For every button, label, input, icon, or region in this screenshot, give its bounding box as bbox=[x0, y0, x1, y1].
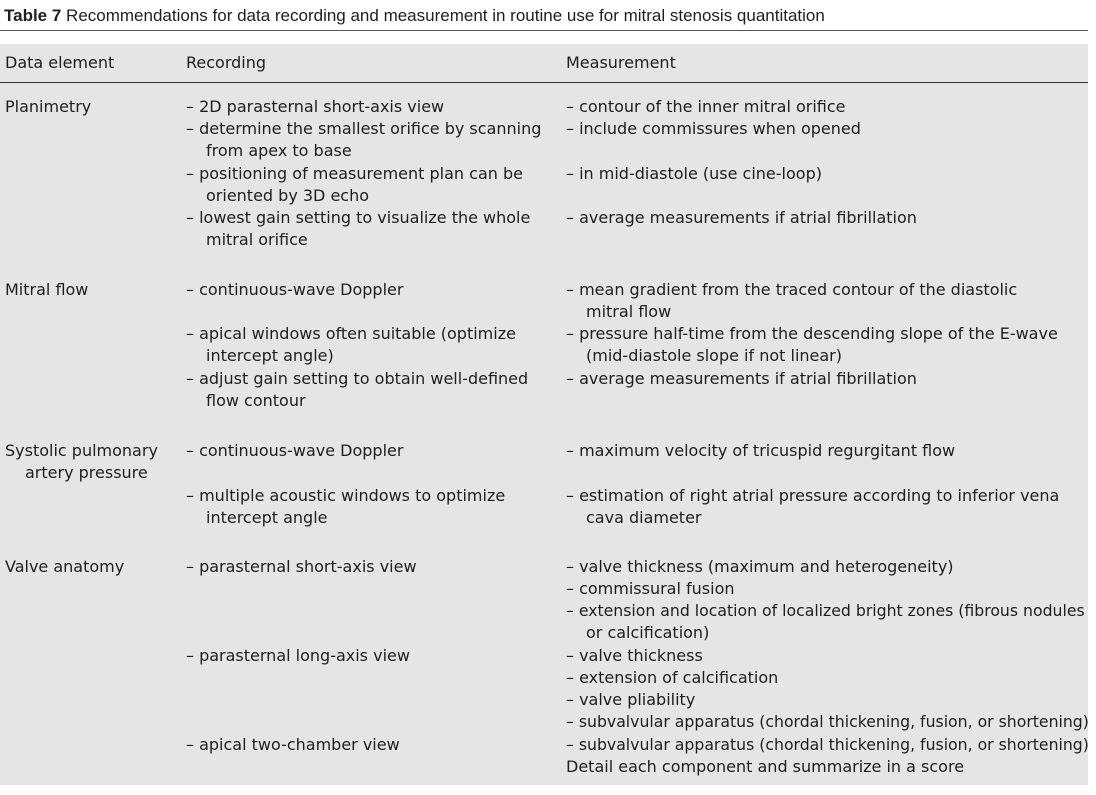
header-data-element: Data element bbox=[5, 53, 115, 72]
planimetry-measurement-3: – in mid-diastole (use cine-loop) bbox=[566, 164, 822, 183]
planimetry-measurement-1: – contour of the inner mitral orifice bbox=[566, 97, 846, 116]
mitral-flow-measurement-2-cont: (mid-diastole slope if not linear) bbox=[586, 346, 842, 365]
mitral-flow-measurement-1-cont: mitral flow bbox=[586, 302, 672, 321]
valve-anatomy-recording-3: – apical two-chamber view bbox=[186, 735, 400, 754]
valve-anatomy-measurement-5: – extension of calcification bbox=[566, 668, 779, 687]
table-body-background bbox=[0, 44, 1088, 785]
table-label: Table 7 bbox=[4, 6, 62, 25]
table-footnote: Detail each component and summarize in a score bbox=[566, 757, 965, 776]
planimetry-recording-3: – positioning of measurement plan can be bbox=[186, 164, 523, 183]
mitral-flow-recording-3: – adjust gain setting to obtain well-defined bbox=[186, 369, 529, 388]
valve-anatomy-measurement-7: – subvalvular apparatus (chordal thickening, fusion, or shortening) bbox=[566, 712, 1089, 731]
valve-anatomy-measurement-4: – valve thickness bbox=[566, 646, 703, 665]
top-rule bbox=[0, 30, 1088, 31]
planimetry-measurement-4: – average measurements if atrial fibrillation bbox=[566, 208, 917, 227]
planimetry-measurement-2: – include commissures when opened bbox=[566, 119, 861, 138]
spap-recording-2-cont: intercept angle bbox=[206, 508, 328, 527]
planimetry-recording-4-cont: mitral orifice bbox=[206, 230, 308, 249]
row-planimetry-element: Planimetry bbox=[5, 97, 92, 116]
header-recording: Recording bbox=[186, 53, 267, 72]
mitral-flow-recording-1: – continuous-wave Doppler bbox=[186, 280, 404, 299]
valve-anatomy-recording-2: – parasternal long-axis view bbox=[186, 646, 410, 665]
spap-measurement-2-cont: cava diameter bbox=[586, 508, 702, 527]
mitral-flow-measurement-3: – average measurements if atrial fibrillation bbox=[566, 369, 917, 388]
valve-anatomy-measurement-8: – subvalvular apparatus (chordal thickening, fusion, or shortening) bbox=[566, 735, 1089, 754]
mitral-flow-recording-2-cont: intercept angle) bbox=[206, 346, 334, 365]
header-measurement: Measurement bbox=[566, 53, 676, 72]
planimetry-recording-2-cont: from apex to base bbox=[206, 141, 352, 160]
valve-anatomy-measurement-1: – valve thickness (maximum and heterogeneity) bbox=[566, 557, 954, 576]
mitral-flow-measurement-1: – mean gradient from the traced contour of the diastolic bbox=[566, 280, 1018, 299]
header-rule bbox=[0, 82, 1088, 83]
spap-measurement-2: – estimation of right atrial pressure according to inferior vena bbox=[566, 486, 1060, 505]
table-caption bbox=[4, 5, 1092, 27]
valve-anatomy-measurement-2: – commissural fusion bbox=[566, 579, 735, 598]
row-mitral-flow-element: Mitral flow bbox=[5, 280, 89, 299]
mitral-flow-recording-3-cont: flow contour bbox=[206, 391, 306, 410]
row-valve-anatomy-element: Valve anatomy bbox=[5, 557, 125, 576]
planimetry-recording-3-cont: oriented by 3D echo bbox=[206, 186, 370, 205]
mitral-flow-recording-2: – apical windows often suitable (optimize bbox=[186, 324, 516, 343]
spap-recording-2: – multiple acoustic windows to optimize bbox=[186, 486, 506, 505]
valve-anatomy-measurement-6: – valve pliability bbox=[566, 690, 696, 709]
mitral-flow-measurement-2: – pressure half-time from the descending slope of the E-wave bbox=[566, 324, 1058, 343]
planimetry-recording-2: – determine the smallest orifice by scanning bbox=[186, 119, 542, 138]
planimetry-recording-4: – lowest gain setting to visualize the whole bbox=[186, 208, 531, 227]
table-title: Recommendations for data recording and measurement in routine use for mitral stenosis quantitation bbox=[61, 6, 825, 25]
spap-measurement-1: – maximum velocity of tricuspid regurgitant flow bbox=[566, 441, 956, 460]
planimetry-recording-1: – 2D parasternal short-axis view bbox=[186, 97, 445, 116]
row-spap-element: Systolic pulmonary bbox=[5, 441, 158, 460]
valve-anatomy-measurement-3-cont: or calcification) bbox=[586, 623, 710, 642]
valve-anatomy-recording-1: – parasternal short-axis view bbox=[186, 557, 417, 576]
valve-anatomy-measurement-3: – extension and location of localized bright zones (fibrous nodules bbox=[566, 601, 1085, 620]
row-spap-element-cont: artery pressure bbox=[25, 463, 148, 482]
spap-recording-1: – continuous-wave Doppler bbox=[186, 441, 404, 460]
